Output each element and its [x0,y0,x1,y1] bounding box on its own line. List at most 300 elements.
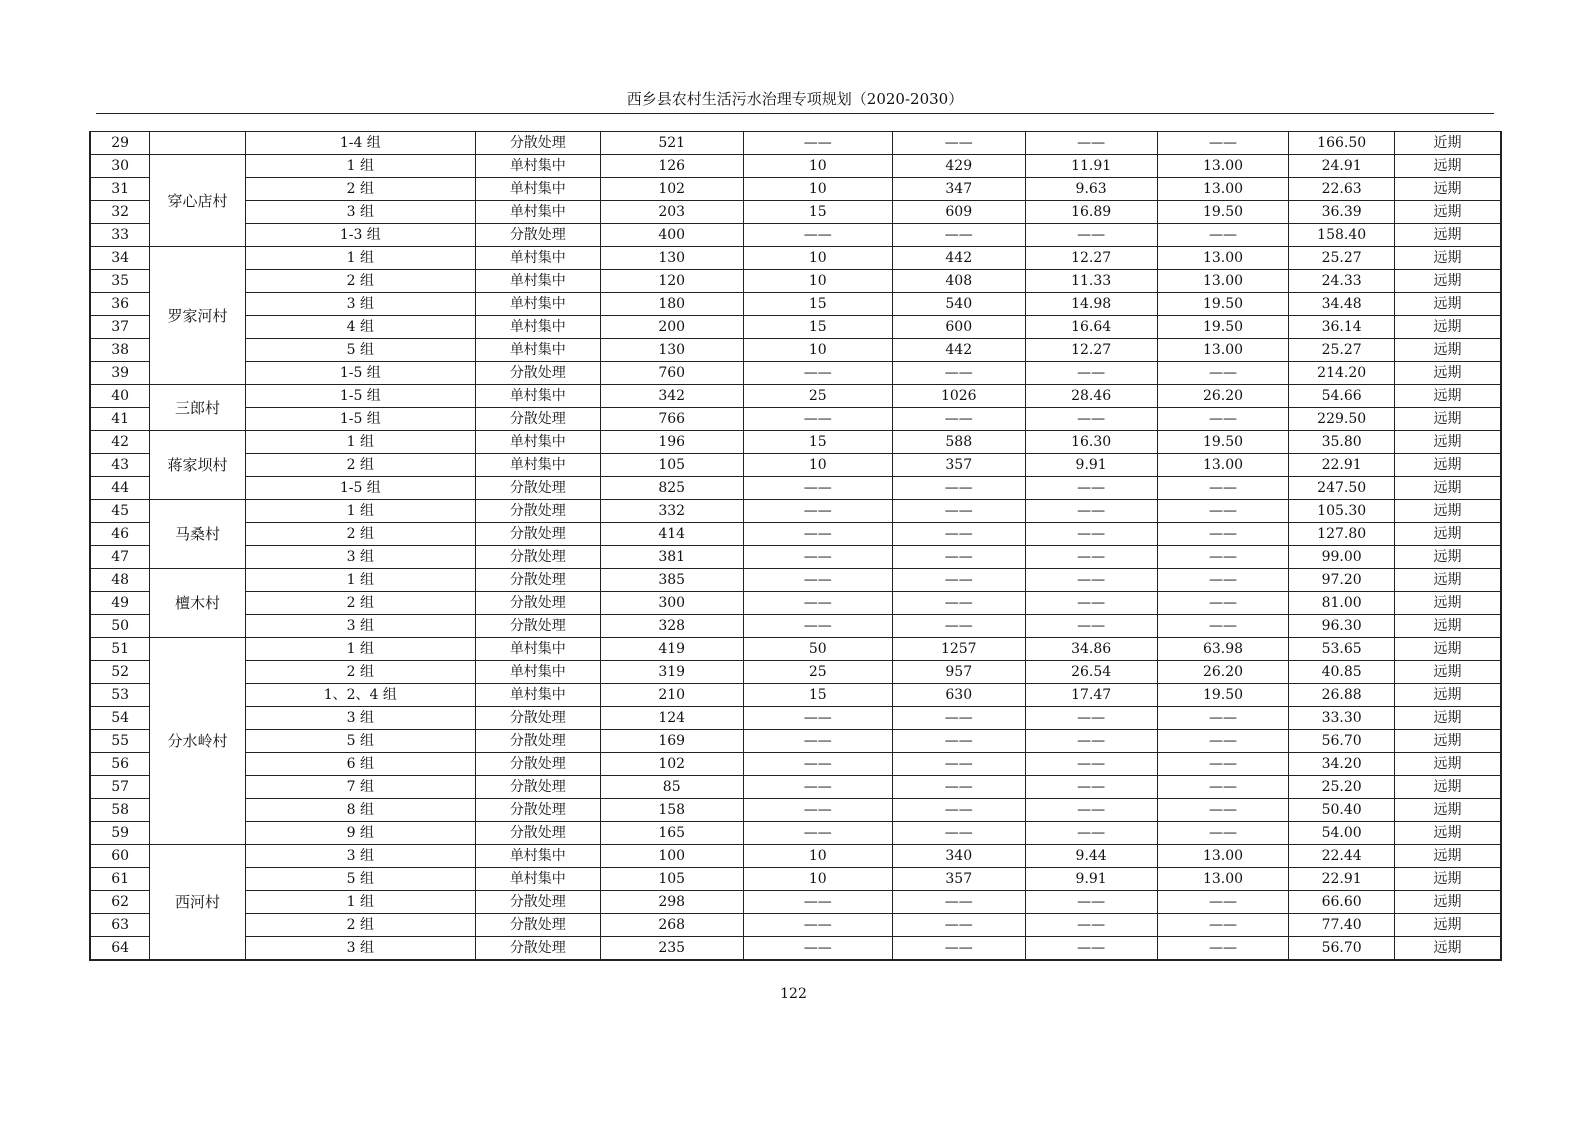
total-cost-cell: 229.50 [1289,408,1394,431]
phase-cell: 远期 [1394,753,1501,776]
cost-a-cell: —— [1025,500,1157,523]
capacity-cell: 10 [743,247,892,270]
phase-cell: 远期 [1394,638,1501,661]
length-cell: —— [892,224,1025,247]
households-cell: 120 [600,270,743,293]
group-cell: 3 组 [245,937,475,961]
households-cell: 342 [600,385,743,408]
households-cell: 414 [600,523,743,546]
row-index-cell: 56 [90,753,150,776]
row-index-cell: 49 [90,592,150,615]
capacity-cell: 50 [743,638,892,661]
capacity-cell: —— [743,914,892,937]
row-index-cell: 38 [90,339,150,362]
phase-cell: 远期 [1394,776,1501,799]
length-cell: 442 [892,339,1025,362]
capacity-cell: 10 [743,178,892,201]
cost-a-cell: 14.98 [1025,293,1157,316]
cost-b-cell: 19.50 [1157,684,1289,707]
cost-b-cell: —— [1157,132,1289,155]
row-index-cell: 31 [90,178,150,201]
total-cost-cell: 214.20 [1289,362,1394,385]
treatment-mode-cell: 分散处理 [475,937,600,961]
treatment-mode-cell: 单村集中 [475,845,600,868]
table-row [90,753,1501,776]
table-row [90,822,1501,845]
total-cost-cell: 22.44 [1289,845,1394,868]
cost-b-cell: —— [1157,569,1289,592]
table-row [90,155,1501,178]
length-cell: 347 [892,178,1025,201]
treatment-mode-cell: 分散处理 [475,891,600,914]
households-cell: 825 [600,477,743,500]
length-cell: —— [892,500,1025,523]
cost-b-cell: —— [1157,615,1289,638]
treatment-mode-cell: 分散处理 [475,914,600,937]
row-index-cell: 58 [90,799,150,822]
capacity-cell: 10 [743,868,892,891]
cost-b-cell: —— [1157,546,1289,569]
total-cost-cell: 53.65 [1289,638,1394,661]
length-cell: 1026 [892,385,1025,408]
households-cell: 381 [600,546,743,569]
village-name-cell: 西河村 [150,845,245,961]
cost-a-cell: —— [1025,799,1157,822]
total-cost-cell: 24.33 [1289,270,1394,293]
row-index-cell: 37 [90,316,150,339]
households-cell: 268 [600,914,743,937]
group-cell: 5 组 [245,730,475,753]
length-cell: 408 [892,270,1025,293]
capacity-cell: —— [743,776,892,799]
cost-a-cell: —— [1025,569,1157,592]
group-cell: 1 组 [245,638,475,661]
table-row [90,316,1501,339]
capacity-cell: —— [743,477,892,500]
village-name-cell: 马桑村 [150,500,245,569]
table-row [90,132,1501,155]
length-cell: 429 [892,155,1025,178]
treatment-mode-cell: 单村集中 [475,638,600,661]
households-cell: 332 [600,500,743,523]
group-cell: 1-5 组 [245,408,475,431]
length-cell: —— [892,569,1025,592]
phase-cell: 远期 [1394,569,1501,592]
phase-cell: 远期 [1394,707,1501,730]
group-cell: 3 组 [245,546,475,569]
cost-a-cell: 9.91 [1025,868,1157,891]
cost-b-cell: 26.20 [1157,661,1289,684]
cost-b-cell: 13.00 [1157,178,1289,201]
households-cell: 385 [600,569,743,592]
row-index-cell: 30 [90,155,150,178]
capacity-cell: —— [743,592,892,615]
length-cell: —— [892,477,1025,500]
length-cell: —— [892,132,1025,155]
phase-cell: 远期 [1394,592,1501,615]
households-cell: 126 [600,155,743,178]
row-index-cell: 60 [90,845,150,868]
total-cost-cell: 24.91 [1289,155,1394,178]
capacity-cell: 25 [743,661,892,684]
cost-b-cell: 13.00 [1157,454,1289,477]
capacity-cell: —— [743,937,892,961]
phase-cell: 远期 [1394,201,1501,224]
group-cell: 1-5 组 [245,477,475,500]
total-cost-cell: 81.00 [1289,592,1394,615]
table-row [90,937,1501,961]
row-index-cell: 53 [90,684,150,707]
treatment-mode-cell: 分散处理 [475,224,600,247]
table-row [90,523,1501,546]
cost-a-cell: 26.54 [1025,661,1157,684]
row-index-cell: 44 [90,477,150,500]
cost-a-cell: —— [1025,891,1157,914]
treatment-mode-cell: 单村集中 [475,339,600,362]
phase-cell: 远期 [1394,914,1501,937]
cost-b-cell: —— [1157,592,1289,615]
households-cell: 200 [600,316,743,339]
phase-cell: 远期 [1394,293,1501,316]
group-cell: 3 组 [245,845,475,868]
capacity-cell: 15 [743,293,892,316]
row-index-cell: 52 [90,661,150,684]
households-cell: 102 [600,178,743,201]
table-row [90,615,1501,638]
group-cell: 6 组 [245,753,475,776]
group-cell: 1 组 [245,155,475,178]
row-index-cell: 29 [90,132,150,155]
phase-cell: 远期 [1394,661,1501,684]
cost-b-cell: 63.98 [1157,638,1289,661]
cost-a-cell: 12.27 [1025,339,1157,362]
cost-a-cell: —— [1025,730,1157,753]
total-cost-cell: 33.30 [1289,707,1394,730]
length-cell: —— [892,408,1025,431]
treatment-mode-cell: 单村集中 [475,385,600,408]
treatment-mode-cell: 单村集中 [475,868,600,891]
total-cost-cell: 54.66 [1289,385,1394,408]
cost-b-cell: 13.00 [1157,868,1289,891]
total-cost-cell: 77.40 [1289,914,1394,937]
length-cell: —— [892,592,1025,615]
cost-a-cell: 16.64 [1025,316,1157,339]
row-index-cell: 33 [90,224,150,247]
households-cell: 130 [600,247,743,270]
capacity-cell: —— [743,707,892,730]
cost-a-cell: —— [1025,753,1157,776]
table-row [90,592,1501,615]
row-index-cell: 48 [90,569,150,592]
group-cell: 5 组 [245,868,475,891]
treatment-mode-cell: 分散处理 [475,523,600,546]
length-cell: —— [892,615,1025,638]
table-row [90,178,1501,201]
phase-cell: 远期 [1394,891,1501,914]
header-divider [96,113,1494,114]
village-name-cell: 蒋家坝村 [150,431,245,500]
total-cost-cell: 105.30 [1289,500,1394,523]
total-cost-cell: 22.91 [1289,868,1394,891]
capacity-cell: 10 [743,454,892,477]
total-cost-cell: 127.80 [1289,523,1394,546]
phase-cell: 远期 [1394,431,1501,454]
cost-a-cell: —— [1025,362,1157,385]
cost-a-cell: 12.27 [1025,247,1157,270]
sewage-plan-table [89,131,1502,961]
group-cell: 1 组 [245,247,475,270]
table-row [90,431,1501,454]
group-cell: 3 组 [245,707,475,730]
page-header-title: 西乡县农村生活污水治理专项规划（2020-2030） [626,90,964,108]
households-cell: 100 [600,845,743,868]
treatment-mode-cell: 分散处理 [475,799,600,822]
group-cell: 2 组 [245,454,475,477]
households-cell: 158 [600,799,743,822]
total-cost-cell: 247.50 [1289,477,1394,500]
phase-cell: 远期 [1394,730,1501,753]
capacity-cell: —— [743,362,892,385]
households-cell: 235 [600,937,743,961]
table-row [90,454,1501,477]
households-cell: 203 [600,201,743,224]
length-cell: 630 [892,684,1025,707]
total-cost-cell: 34.20 [1289,753,1394,776]
cost-b-cell: —— [1157,776,1289,799]
households-cell: 105 [600,454,743,477]
cost-a-cell: 9.91 [1025,454,1157,477]
row-index-cell: 57 [90,776,150,799]
row-index-cell: 47 [90,546,150,569]
capacity-cell: —— [743,408,892,431]
table-row [90,707,1501,730]
length-cell: 540 [892,293,1025,316]
group-cell: 8 组 [245,799,475,822]
group-cell: 7 组 [245,776,475,799]
households-cell: 419 [600,638,743,661]
table-row [90,730,1501,753]
cost-a-cell: —— [1025,822,1157,845]
phase-cell: 远期 [1394,523,1501,546]
total-cost-cell: 34.48 [1289,293,1394,316]
cost-a-cell: —— [1025,224,1157,247]
row-index-cell: 36 [90,293,150,316]
group-cell: 2 组 [245,523,475,546]
cost-b-cell: 13.00 [1157,247,1289,270]
households-cell: 85 [600,776,743,799]
households-cell: 766 [600,408,743,431]
table-row [90,546,1501,569]
row-index-cell: 43 [90,454,150,477]
length-cell: —— [892,914,1025,937]
cost-b-cell: —— [1157,408,1289,431]
table-body [90,132,1501,961]
cost-a-cell: —— [1025,707,1157,730]
phase-cell: 远期 [1394,178,1501,201]
total-cost-cell: 25.27 [1289,247,1394,270]
length-cell: 357 [892,454,1025,477]
length-cell: 588 [892,431,1025,454]
table-row [90,500,1501,523]
row-index-cell: 32 [90,201,150,224]
group-cell: 2 组 [245,661,475,684]
treatment-mode-cell: 单村集中 [475,247,600,270]
row-index-cell: 51 [90,638,150,661]
total-cost-cell: 50.40 [1289,799,1394,822]
capacity-cell: 10 [743,339,892,362]
row-index-cell: 59 [90,822,150,845]
total-cost-cell: 40.85 [1289,661,1394,684]
cost-a-cell: 16.30 [1025,431,1157,454]
capacity-cell: —— [743,569,892,592]
capacity-cell: —— [743,822,892,845]
total-cost-cell: 97.20 [1289,569,1394,592]
row-index-cell: 63 [90,914,150,937]
table-row [90,201,1501,224]
phase-cell: 远期 [1394,155,1501,178]
total-cost-cell: 96.30 [1289,615,1394,638]
treatment-mode-cell: 分散处理 [475,730,600,753]
length-cell: —— [892,937,1025,961]
capacity-cell: 15 [743,684,892,707]
cost-a-cell: 11.33 [1025,270,1157,293]
cost-b-cell: —— [1157,822,1289,845]
group-cell: 1、2、4 组 [245,684,475,707]
group-cell: 5 组 [245,339,475,362]
cost-b-cell: —— [1157,891,1289,914]
phase-cell: 远期 [1394,408,1501,431]
cost-b-cell: —— [1157,730,1289,753]
households-cell: 400 [600,224,743,247]
table-row [90,684,1501,707]
table-row [90,638,1501,661]
capacity-cell: —— [743,891,892,914]
cost-b-cell: 19.50 [1157,431,1289,454]
village-name-cell: 檀木村 [150,569,245,638]
treatment-mode-cell: 单村集中 [475,178,600,201]
capacity-cell: —— [743,546,892,569]
cost-a-cell: 11.91 [1025,155,1157,178]
cost-b-cell: —— [1157,362,1289,385]
group-cell: 1-5 组 [245,385,475,408]
cost-b-cell: —— [1157,500,1289,523]
phase-cell: 远期 [1394,247,1501,270]
village-name-cell: 穿心店村 [150,155,245,247]
phase-cell: 远期 [1394,799,1501,822]
phase-cell: 远期 [1394,270,1501,293]
row-index-cell: 61 [90,868,150,891]
capacity-cell: —— [743,500,892,523]
cost-a-cell: —— [1025,914,1157,937]
length-cell: —— [892,799,1025,822]
cost-b-cell: 13.00 [1157,845,1289,868]
treatment-mode-cell: 单村集中 [475,293,600,316]
group-cell: 1-4 组 [245,132,475,155]
row-index-cell: 40 [90,385,150,408]
group-cell: 4 组 [245,316,475,339]
group-cell: 1-5 组 [245,362,475,385]
length-cell: —— [892,362,1025,385]
capacity-cell: —— [743,615,892,638]
length-cell: —— [892,891,1025,914]
group-cell: 2 组 [245,270,475,293]
table-row [90,247,1501,270]
capacity-cell: 15 [743,201,892,224]
treatment-mode-cell: 分散处理 [475,477,600,500]
cost-b-cell: —— [1157,707,1289,730]
length-cell: —— [892,822,1025,845]
length-cell: —— [892,546,1025,569]
table-row [90,385,1501,408]
capacity-cell: 15 [743,316,892,339]
phase-cell: 远期 [1394,615,1501,638]
village-name-cell: 罗家河村 [150,247,245,385]
treatment-mode-cell: 单村集中 [475,155,600,178]
table-row [90,661,1501,684]
table-row [90,408,1501,431]
length-cell: —— [892,776,1025,799]
households-cell: 298 [600,891,743,914]
capacity-cell: —— [743,799,892,822]
group-cell: 1 组 [245,569,475,592]
length-cell: —— [892,753,1025,776]
phase-cell: 远期 [1394,477,1501,500]
total-cost-cell: 56.70 [1289,937,1394,961]
households-cell: 165 [600,822,743,845]
row-index-cell: 64 [90,937,150,961]
total-cost-cell: 158.40 [1289,224,1394,247]
cost-b-cell: —— [1157,799,1289,822]
length-cell: 600 [892,316,1025,339]
row-index-cell: 45 [90,500,150,523]
phase-cell: 远期 [1394,845,1501,868]
treatment-mode-cell: 分散处理 [475,753,600,776]
table-row [90,293,1501,316]
treatment-mode-cell: 分散处理 [475,822,600,845]
row-index-cell: 42 [90,431,150,454]
total-cost-cell: 99.00 [1289,546,1394,569]
phase-cell: 近期 [1394,132,1501,155]
capacity-cell: 10 [743,270,892,293]
households-cell: 300 [600,592,743,615]
cost-a-cell: —— [1025,477,1157,500]
treatment-mode-cell: 单村集中 [475,661,600,684]
length-cell: 957 [892,661,1025,684]
table-row [90,776,1501,799]
phase-cell: 远期 [1394,546,1501,569]
households-cell: 124 [600,707,743,730]
row-index-cell: 34 [90,247,150,270]
cost-b-cell: 13.00 [1157,339,1289,362]
cost-a-cell: —— [1025,937,1157,961]
phase-cell: 远期 [1394,339,1501,362]
row-index-cell: 46 [90,523,150,546]
row-index-cell: 35 [90,270,150,293]
capacity-cell: 10 [743,155,892,178]
row-index-cell: 50 [90,615,150,638]
table-row [90,224,1501,247]
total-cost-cell: 36.39 [1289,201,1394,224]
table-row [90,914,1501,937]
cost-a-cell: —— [1025,132,1157,155]
village-name-cell: 分水岭村 [150,638,245,845]
total-cost-cell: 22.91 [1289,454,1394,477]
cost-b-cell: —— [1157,753,1289,776]
phase-cell: 远期 [1394,362,1501,385]
total-cost-cell: 66.60 [1289,891,1394,914]
capacity-cell: —— [743,523,892,546]
length-cell: 340 [892,845,1025,868]
